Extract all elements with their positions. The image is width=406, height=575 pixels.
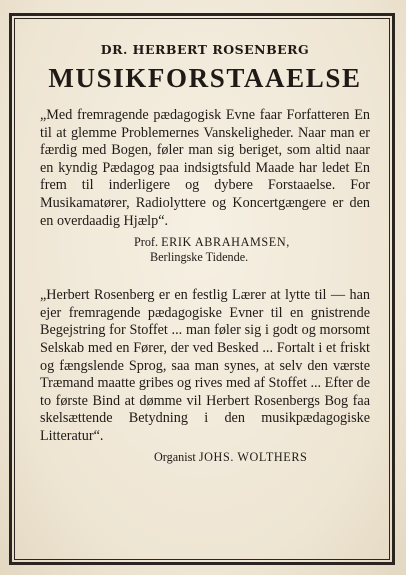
author-name: DR. HERBERT ROSENBERG <box>100 42 310 57</box>
review-source-1: Berlingske Tidende. <box>150 250 249 265</box>
ad-content <box>40 42 370 465</box>
attribution-title-1: Prof. <box>134 235 159 250</box>
attribution-title-2: Organist <box>154 449 196 464</box>
book-title: MUSIKFORSTAAELSE <box>48 63 362 93</box>
attribution-name-1: ERIK ABRAHAMSEN, <box>161 235 290 250</box>
review-quote-1: „Med fremragende pædagogisk Evne faar Forfatteren En til at glemme Problemernes Vanskeligheder. Naar man er færdig med Bogen, føler man sig beriget, som altid naar en kyndig Pædagog paa indsigtsfuld Maade har ledet En frem til inderligere og dybere Forstaaelse. For Musikamatører, Radiolyttere og Koncertgængere er den en overdaadig Hjælp“. <box>40 107 370 229</box>
review-quote-2: „Herbert Rosenberg er en festlig Lærer at lytte til — han ejer fremragende pædagogiske Evner til en gnistrende Begejstring for Stoffet ... man føler sig i godt og morsomt Selskab med en Fører, der ved Besked ... Fortalt i et friskt og fængslende Sprog, saa man synes, at selv den værste Træmand maatte gribes og rives med af Stoffet ... Efter de to første Bind at dømme vil Herbert Rosenbergs Bog faa skelsættende Betydning i den musikpædagogiske Litteratur“. <box>40 287 370 444</box>
attribution-name-2: JOHS. WOLTHERS <box>198 449 308 464</box>
review-attribution-1 <box>40 235 370 250</box>
review-attribution-2 <box>40 450 370 465</box>
